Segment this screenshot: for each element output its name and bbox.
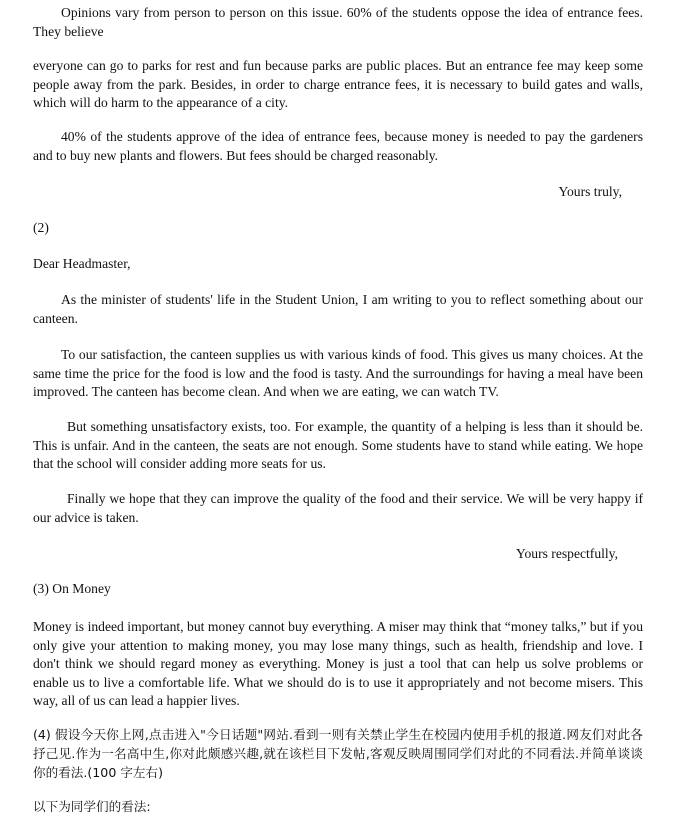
paragraph-approve-reasons: 40% of the students approve of the idea of entrance fees, because money is needed to pay the gardeners and to buy new plants and flowers. But fees should be charged reasonably.	[33, 129, 643, 163]
section-number-2: (2)	[33, 220, 49, 235]
paragraph-unsatisfactory: But something unsatisfactory exists, too. For example, the quantity of a helping is less than it should be. This is unfair. And in the canteen, the seats are not enough. Some students have to stand while eating. We hope that the school will consider adding more seats for us.	[33, 419, 643, 471]
closing-yours-respectfully: Yours respectfully,	[516, 546, 618, 561]
paragraph-minister-intro: As the minister of students' life in the Student Union, I am writing to you to reflect something about our canteen.	[33, 292, 643, 326]
paragraph-opinions-intro: Opinions vary from person to person on this issue. 60% of the students oppose the idea of entrance fees. They believe	[33, 5, 643, 39]
section-4-prompt: (4) 假设今天你上网,点击进入"今日话题"网站.看到一则有关禁止学生在校园内使用手机的报道.网友们对此各抒己见.作为一名高中生,你对此颇感兴趣,就在该栏目下发帖,客观反映周围同学们对此的不同看法.并简单谈谈你的看法.(100 字左右)	[33, 727, 643, 780]
paragraph-oppose-reasons: everyone can go to parks for rest and fun because parks are public places. But an entrance fee may keep some people away from the park. Besides, in order to charge entrance fees, it is necessary to build gates and walls, which will do harm to the appearance of a city.	[33, 58, 643, 110]
paragraph-money: Money is indeed important, but money cannot buy everything. A miser may think that “money talks,” but if you only give your attention to making money, you may lose many things, such as health, friendship and love. I don't think we should regard money as everything. Money is just a tool that can help us solve problems or enable us to live a comfortable life. What we should do is to use it appropriately and not become misers. This way, all of us can lead a happier lives.	[33, 619, 643, 708]
paragraph-finally: Finally we hope that they can improve the quality of the food and their service. We will be very happy if our advice is taken.	[33, 491, 643, 525]
salutation: Dear Headmaster,	[33, 256, 131, 271]
section-4-subline: 以下为同学们的看法:	[33, 799, 151, 814]
section-heading-on-money: (3) On Money	[33, 581, 111, 596]
paragraph-satisfaction: To our satisfaction, the canteen supplies us with various kinds of food. This gives us many choices. At the same time the price for the food is low and the food is tasty. And the surroundings for having a meal have been improved. The canteen has become clean. And when we are eating, we can watch TV.	[33, 347, 643, 399]
closing-yours-truly: Yours truly,	[558, 184, 622, 199]
